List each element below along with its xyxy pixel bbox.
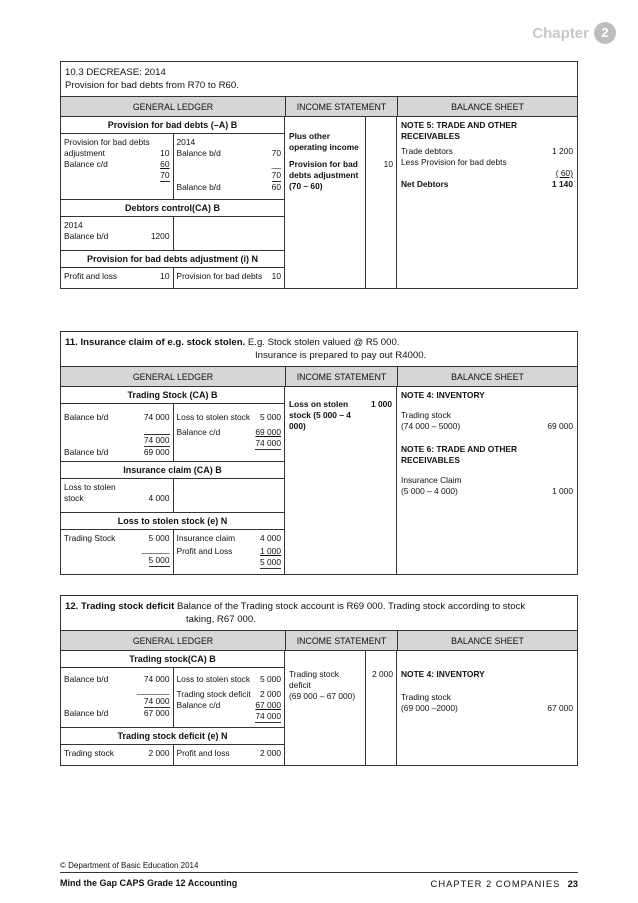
account-title: Trading stock deficit (e) N — [61, 728, 284, 745]
gl-header: GENERAL LEDGER — [132, 101, 214, 112]
column-header-row — [61, 97, 577, 117]
section-insurance-claim — [60, 331, 578, 575]
entry-label: Loss to stolen — [64, 482, 116, 492]
entry-amount: 10 — [160, 271, 170, 281]
entry-amount: 70 — [271, 148, 281, 158]
entry-total: 5 000 — [148, 555, 170, 565]
entry-total: 70 — [271, 170, 281, 180]
is-item: Loss on stolen stock (5 000 – 4 000) — [289, 399, 351, 431]
section-title — [61, 62, 577, 97]
entry-amount: 4 000 — [260, 533, 281, 543]
chapter-name: CHAPTER 2 COMPANIES — [430, 878, 561, 889]
title-bold: 11. Insurance claim of e.g. stock stolen. — [65, 337, 246, 348]
entry-amount: 74 000 — [143, 674, 170, 684]
entry-amount: ______ — [141, 544, 170, 554]
is-item: Provision for bad debts adjustment (70 – 60) — [289, 159, 359, 191]
general-ledger-column — [61, 387, 285, 574]
bs-amount: 69 000 — [547, 421, 573, 431]
entry-amount: 1 000 — [260, 546, 281, 556]
entry-amount: 2 000 — [148, 748, 170, 758]
bs-amount: 1 000 — [552, 486, 573, 496]
entry-amount: 5 000 — [260, 674, 281, 684]
t-account — [61, 668, 284, 728]
is-amount: 2 000 — [372, 669, 393, 679]
section-title — [61, 596, 577, 631]
bs-label: Trading stock — [401, 692, 451, 702]
entry-amount: 67 000 — [143, 708, 170, 718]
bs-note: NOTE 4: INVENTORY — [401, 669, 485, 679]
chapter-label: Chapter — [532, 24, 589, 42]
balance-sheet-column — [397, 651, 577, 765]
account-title: Loss to stolen stock (e) N — [61, 513, 284, 530]
entry-amount: 60 — [271, 182, 281, 192]
is-header: INCOME STATEMENT — [285, 631, 397, 650]
book-title: Mind the Gap CAPS Grade 12 Accounting — [60, 878, 238, 888]
entry-amount: __ — [271, 159, 281, 169]
entry-label: Provision for bad debts — [64, 137, 150, 147]
page-number: 23 — [567, 878, 578, 889]
bs-note: NOTE 4: INVENTORY — [401, 390, 485, 400]
entry-label: Profit and loss — [176, 748, 230, 758]
entry-amount: 69 000 — [143, 447, 170, 457]
account-title: Provision for bad debts (–A) B — [61, 117, 284, 134]
entry-label: Balance b/d — [64, 708, 109, 718]
credit-side — [173, 134, 285, 199]
entry-amount: _______ — [136, 685, 170, 695]
entry-label: Balance b/d — [64, 231, 109, 241]
t-account — [61, 217, 284, 251]
gl-header: GENERAL LEDGER — [132, 635, 214, 646]
debit-side — [61, 134, 173, 199]
general-ledger-column — [61, 651, 285, 765]
column-header-row — [61, 367, 577, 387]
title-bold: 12. Trading stock deficit — [65, 601, 175, 612]
entry-label: stock — [64, 493, 84, 503]
balance-sheet-column — [397, 387, 577, 574]
entry-label: Loss to stolen stock — [176, 412, 251, 422]
title-line-1: 10.3 DECREASE: 2014 — [65, 67, 166, 78]
entry-label: Loss to stolen stock — [176, 674, 251, 684]
debit-side — [61, 217, 173, 250]
credit-side — [173, 745, 285, 765]
bs-header: BALANCE SHEET — [397, 631, 577, 650]
bs-amount: ( 60) — [555, 168, 573, 178]
bs-label: Insurance Claim — [401, 475, 462, 485]
is-calc: (69 000 – 67 000) — [289, 691, 356, 701]
credit-side — [173, 479, 285, 512]
entry-label: Trading Stock — [64, 533, 116, 543]
debit-side — [61, 268, 173, 288]
bs-amount: 1 140 — [552, 179, 573, 189]
credit-side — [173, 268, 285, 288]
entry-label: Profit and Loss — [176, 546, 233, 556]
is-amount: 10 — [383, 159, 393, 169]
entry-total: 74 000 — [143, 696, 170, 706]
entry-total: 5 000 — [260, 557, 281, 567]
bs-calc: (5 000 – 4 000) — [401, 486, 458, 496]
bs-calc: (69 000 –2000) — [401, 703, 458, 713]
entry-label: Profit and loss — [64, 271, 118, 281]
credit-side — [173, 668, 285, 727]
entry-label: Balance c/d — [64, 159, 108, 169]
debit-side — [61, 668, 173, 727]
debit-side — [61, 479, 173, 512]
entry-amount: 5 000 — [260, 412, 281, 422]
entry-label: Balance c/d — [176, 427, 221, 437]
section-trading-stock-deficit — [60, 595, 578, 766]
account-title: Insurance claim (CA) B — [61, 462, 284, 479]
column-header-row — [61, 631, 577, 651]
entry-label: Trading stock — [64, 748, 114, 758]
title-text: E.g. Stock stolen valued @ R5 000. — [245, 337, 400, 348]
general-ledger-column — [61, 117, 285, 288]
entry-total: 74 000 — [255, 711, 281, 721]
credit-side — [173, 404, 285, 461]
is-heading: Plus other operating income — [289, 131, 359, 152]
bs-amount: 1 200 — [552, 146, 573, 156]
entry-label: Provision for bad debts — [176, 271, 263, 281]
entry-label: Balance c/d — [176, 700, 221, 710]
bs-note: NOTE 5: TRADE AND OTHER RECEIVABLES — [401, 120, 518, 141]
t-account — [61, 530, 284, 574]
entry-amount: 74 000 — [143, 412, 170, 422]
entry-total: 74 000 — [143, 435, 170, 445]
account-title: Provision for bad debts adjustment (i) N — [61, 251, 284, 268]
entry-label: Balance b/d — [64, 412, 109, 422]
entry-label: Balance b/d — [176, 148, 221, 158]
t-account — [61, 745, 284, 765]
section-provision-decrease — [60, 61, 578, 289]
is-amount: 1 000 — [371, 399, 392, 409]
t-account — [61, 268, 284, 288]
entry-amount: 60 — [160, 159, 170, 169]
bs-calc: (74 000 – 5000) — [401, 421, 461, 431]
entry-label: Balance b/d — [176, 182, 221, 192]
footer-chapter — [431, 878, 578, 889]
balance-sheet-column — [397, 117, 577, 288]
entry-label: Balance b/d — [64, 447, 109, 457]
entry-amount: 2 000 — [260, 689, 281, 699]
income-statement-column — [285, 651, 397, 765]
bs-label: Trading stock — [401, 410, 451, 420]
title-text: Balance of the Trading stock account is R69 000. Trading stock according to stock — [174, 601, 526, 612]
entry-amount: 10 — [160, 148, 170, 158]
entry-date: 2014 — [64, 220, 83, 230]
entry-total: 70 — [160, 170, 170, 180]
section-title — [61, 332, 577, 367]
entry-amount: 1200 — [150, 231, 170, 241]
t-account — [61, 404, 284, 462]
title-line-2: taking, R67 000. — [186, 614, 256, 625]
entry-amount: 2 000 — [260, 748, 281, 758]
debit-side — [61, 404, 173, 461]
copyright: © Department of Basic Education 2014 — [60, 861, 199, 870]
entry-amount: 69 000 — [255, 427, 281, 437]
bs-amount: 67 000 — [547, 703, 573, 713]
entry-date: 2014 — [176, 137, 196, 147]
income-statement-column — [285, 387, 397, 574]
entry-label: Insurance claim — [176, 533, 236, 543]
account-title: Debtors control(CA) B — [61, 200, 284, 217]
is-header: INCOME STATEMENT — [285, 367, 397, 386]
bs-label: Net Debtors — [401, 179, 449, 189]
credit-side — [173, 530, 285, 574]
entry-amount: 5 000 — [148, 533, 170, 543]
title-line-2: Insurance is prepared to pay out R4000. — [255, 350, 427, 361]
title-line-2: Provision for bad debts from R70 to R60. — [65, 80, 239, 91]
entry-label: Balance b/d — [64, 674, 109, 684]
credit-side — [173, 217, 285, 250]
entry-label: Trading stock deficit — [176, 689, 251, 699]
income-statement-column — [285, 117, 397, 288]
bs-label: Trade debtors — [401, 146, 453, 156]
debit-side — [61, 745, 173, 765]
is-header: INCOME STATEMENT — [285, 97, 397, 116]
account-title: Trading Stock (CA) B — [61, 387, 284, 404]
bs-label: Less Provision for bad debts — [401, 157, 507, 167]
bs-header: BALANCE SHEET — [397, 97, 577, 116]
entry-amount: 4 000 — [148, 493, 170, 503]
chapter-indicator — [532, 22, 616, 44]
entry-total: 74 000 — [255, 438, 281, 448]
bs-note: NOTE 6: TRADE AND OTHER RECEIVABLES — [401, 444, 518, 465]
t-account — [61, 479, 284, 513]
account-title: Trading stock(CA) B — [61, 651, 284, 668]
entry-label: adjustment — [64, 148, 105, 158]
entry-amount: 10 — [271, 271, 281, 281]
debit-side — [61, 530, 173, 574]
chapter-number-badge: 2 — [594, 22, 616, 44]
footer-divider — [60, 872, 578, 873]
entry-amount: 67 000 — [255, 700, 281, 710]
bs-header: BALANCE SHEET — [397, 367, 577, 386]
gl-header: GENERAL LEDGER — [132, 371, 214, 382]
is-item: Trading stock deficit — [289, 669, 339, 690]
t-account — [61, 134, 284, 200]
